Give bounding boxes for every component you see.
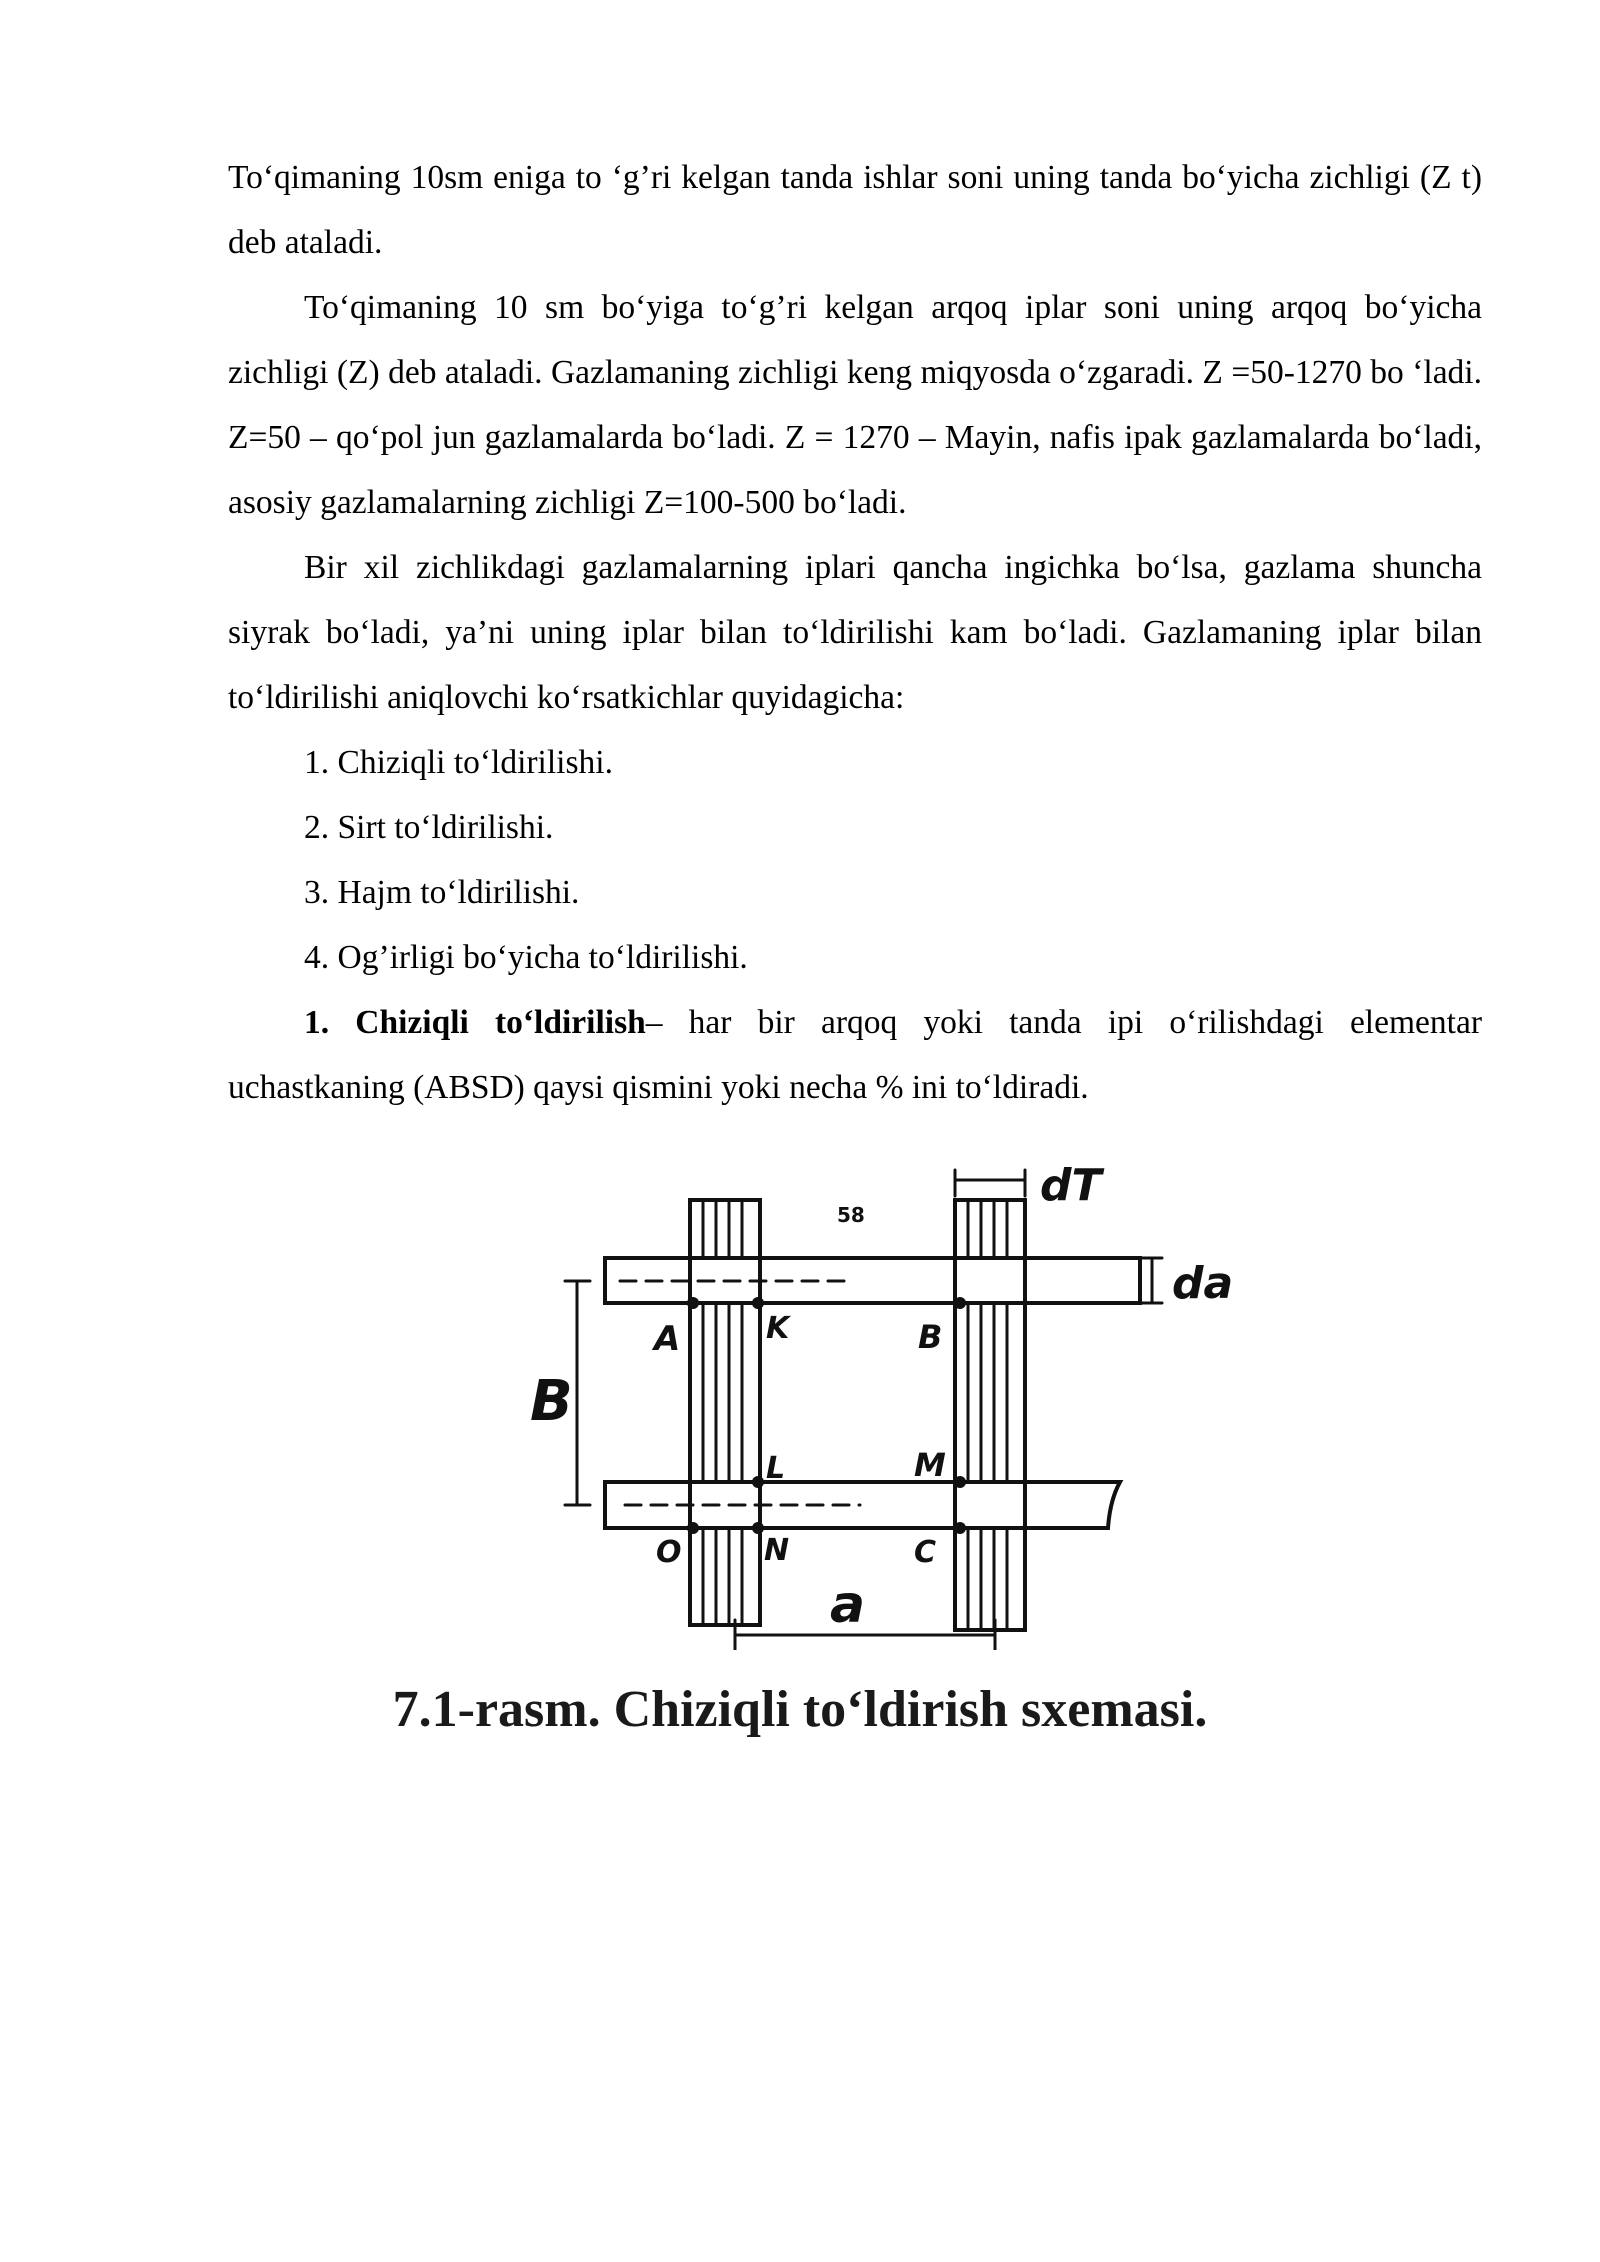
label-point-A: A	[654, 1319, 681, 1359]
body-text	[228, 145, 1482, 1120]
paragraph-weft-density: To‘qimaning 10 sm bo‘yiga to‘g’ri kelgan arqoq iplar soni uning arqoq bo‘yicha zichligi (Z) deb ataladi. Gazlamaning zichligi keng miqyosda o‘zgaradi. Z =50-1270 bo ‘ladi. Z=50 – qo‘pol jun gazlamalarda bo‘ladi. Z = 1270 – Mayin, nafis ipak gazlamalarda bo‘ladi, asosiy gazlamalarning zichligi Z=100-500 bo‘ladi.	[228, 289, 1482, 521]
label-point-N: N	[764, 1533, 790, 1568]
figure-page-number: 58	[837, 1203, 865, 1227]
label-point-O: O	[656, 1535, 682, 1570]
label-a: a	[830, 1575, 866, 1635]
list-item: 1. Chiziqli to‘ldirilishi.	[304, 744, 613, 781]
definition-term: 1. Chiziqli to‘ldirilish	[304, 1004, 646, 1041]
label-dT: dT	[1040, 1160, 1102, 1211]
weave-diagram-svg	[530, 1160, 1270, 1650]
label-point-K: K	[766, 1311, 790, 1346]
label-point-L: L	[766, 1451, 786, 1486]
paragraph-warp-density: To‘qimaning 10sm eniga to ‘g’ri kelgan tanda ishlar soni uning tanda bo‘yicha zichligi (Z t) deb ataladi.	[228, 159, 1482, 261]
list-item: 4. Og’irligi bo‘yicha to‘ldirilishi.	[304, 939, 748, 976]
label-point-M: M	[914, 1446, 946, 1484]
label-point-B: B	[918, 1318, 943, 1356]
list-item: 3. Hajm to‘ldirilishi.	[304, 874, 580, 911]
weave-diagram	[530, 1160, 1270, 1650]
paragraph-linear-filling	[228, 990, 1482, 1120]
list-item: 2. Sirt to‘ldirilishi.	[304, 809, 554, 846]
figure-caption: 7.1-rasm. Chiziqli to‘ldirish sxemasi.	[392, 1681, 1208, 1738]
label-da: da	[1172, 1258, 1234, 1309]
paragraph-filling-intro: Bir xil zichlikdagi gazlamalarning iplari qancha ingichka bo‘lsa, gazlama shuncha siyrak bo‘ladi, ya’ni uning iplar bilan to‘ldirilishi kam bo‘ladi. Gazlamaning iplar bilan to‘ldirilishi aniqlovchi ko‘rsatkichlar quyidagicha:	[228, 549, 1482, 716]
label-b: B	[530, 1369, 573, 1434]
definition-text: – har bir arqoq yoki tanda ipi o‘rilishdagi elementar uchastkaning (ABSD) qaysi qismini yoki necha % ini to‘ldiradi.	[228, 1004, 1482, 1106]
label-point-C: C	[914, 1535, 937, 1570]
